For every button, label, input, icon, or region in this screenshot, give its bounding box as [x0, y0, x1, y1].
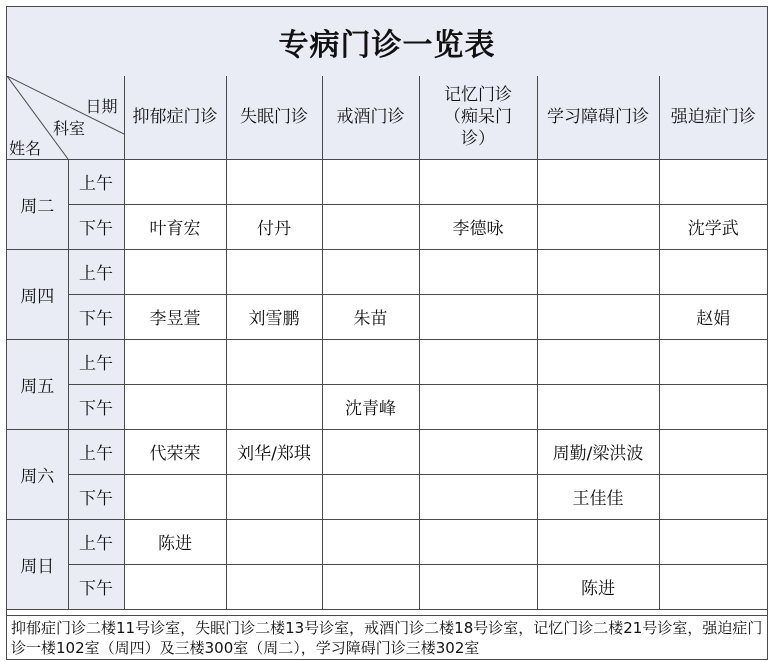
doctor-cell [537, 384, 659, 429]
table-row [7, 159, 767, 204]
period-cell: 下午 [68, 564, 124, 609]
doctor-cell [226, 249, 322, 294]
clinic-header: 记忆门诊（痴呆门诊） [419, 76, 537, 159]
doctor-cell [124, 249, 226, 294]
doctor-cell [419, 249, 537, 294]
doctor-cell [322, 429, 419, 474]
doctor-cell [322, 564, 419, 609]
doctor-cell: 刘华/郑琪 [226, 429, 322, 474]
period-cell: 下午 [68, 384, 124, 429]
doctor-cell [659, 519, 767, 564]
table-row [7, 339, 767, 384]
doctor-cell [124, 384, 226, 429]
doctor-cell: 付丹 [226, 204, 322, 249]
corner-room-label: 科室 [53, 119, 86, 138]
table-row [7, 519, 767, 564]
table-row [7, 474, 767, 519]
doctor-cell [659, 474, 767, 519]
doctor-cell [419, 294, 537, 339]
clinic-header: 学习障碍门诊 [537, 76, 659, 159]
table-row [7, 384, 767, 429]
doctor-cell [537, 159, 659, 204]
title-bar [7, 7, 767, 77]
doctor-cell: 朱苗 [322, 294, 419, 339]
corner-date-label: 日期 [85, 97, 118, 116]
period-cell: 上午 [68, 339, 124, 384]
clinic-header: 强迫症门诊 [659, 76, 767, 159]
doctor-cell [322, 204, 419, 249]
doctor-cell [124, 474, 226, 519]
footer-note: 抑郁症门诊二楼11号诊室，失眠门诊二楼13号诊室，戒酒门诊二楼18号诊室，记忆门诊二楼21号诊室，强迫症门诊一楼102室（周四）及三楼300室（周二），学习障碍门诊三楼302室 [7, 615, 767, 659]
corner-cell [7, 76, 124, 159]
day-cell: 周五 [7, 339, 68, 429]
day-cell: 周二 [7, 159, 68, 249]
doctor-cell [537, 339, 659, 384]
doctor-cell [226, 519, 322, 564]
doctor-cell: 叶育宏 [124, 204, 226, 249]
doctor-cell: 代荣荣 [124, 429, 226, 474]
doctor-cell [124, 159, 226, 204]
doctor-cell [419, 159, 537, 204]
doctor-cell [419, 564, 537, 609]
doctor-cell: 赵娟 [659, 294, 767, 339]
day-cell: 周四 [7, 249, 68, 339]
doctor-cell: 李德咏 [419, 204, 537, 249]
doctor-cell [419, 474, 537, 519]
doctor-cell [419, 339, 537, 384]
doctor-cell [226, 564, 322, 609]
schedule-table [7, 76, 767, 610]
doctor-cell [659, 564, 767, 609]
clinic-header: 失眠门诊 [226, 76, 322, 159]
doctor-cell: 陈进 [124, 519, 226, 564]
table-row [7, 294, 767, 339]
doctor-cell [226, 474, 322, 519]
doctor-cell [537, 519, 659, 564]
doctor-cell [322, 159, 419, 204]
doctor-cell [419, 384, 537, 429]
doctor-cell [659, 339, 767, 384]
period-cell: 下午 [68, 294, 124, 339]
doctor-cell: 陈进 [537, 564, 659, 609]
doctor-cell [659, 159, 767, 204]
period-cell: 上午 [68, 429, 124, 474]
doctor-cell: 周勤/梁洪波 [537, 429, 659, 474]
doctor-cell [226, 384, 322, 429]
period-cell: 上午 [68, 159, 124, 204]
table-row [7, 564, 767, 609]
doctor-cell: 王佳佳 [537, 474, 659, 519]
doctor-cell: 刘雪鹏 [226, 294, 322, 339]
table-row [7, 204, 767, 249]
table-row [7, 249, 767, 294]
doctor-cell [659, 249, 767, 294]
doctor-cell [659, 384, 767, 429]
day-cell: 周六 [7, 429, 68, 519]
period-cell: 下午 [68, 204, 124, 249]
doctor-cell [124, 339, 226, 384]
doctor-cell [226, 159, 322, 204]
doctor-cell [419, 519, 537, 564]
doctor-cell [537, 204, 659, 249]
doctor-cell [537, 249, 659, 294]
period-cell: 上午 [68, 519, 124, 564]
doctor-cell [322, 249, 419, 294]
clinic-header: 抑郁症门诊 [124, 76, 226, 159]
doctor-cell: 李昱萱 [124, 294, 226, 339]
table-row [7, 429, 767, 474]
period-cell: 上午 [68, 249, 124, 294]
doctor-cell [322, 474, 419, 519]
header-row [7, 76, 767, 159]
schedule-sheet [6, 6, 768, 660]
corner-name-label: 姓名 [9, 139, 42, 158]
doctor-cell [322, 339, 419, 384]
doctor-cell [226, 339, 322, 384]
doctor-cell [124, 564, 226, 609]
doctor-cell: 沈学武 [659, 204, 767, 249]
doctor-cell [419, 429, 537, 474]
period-cell: 下午 [68, 474, 124, 519]
doctor-cell [659, 429, 767, 474]
doctor-cell: 沈青峰 [322, 384, 419, 429]
page-title: 专病门诊一览表 [278, 27, 496, 63]
clinic-header: 戒酒门诊 [322, 76, 419, 159]
day-cell: 周日 [7, 519, 68, 609]
doctor-cell [322, 519, 419, 564]
doctor-cell [537, 294, 659, 339]
